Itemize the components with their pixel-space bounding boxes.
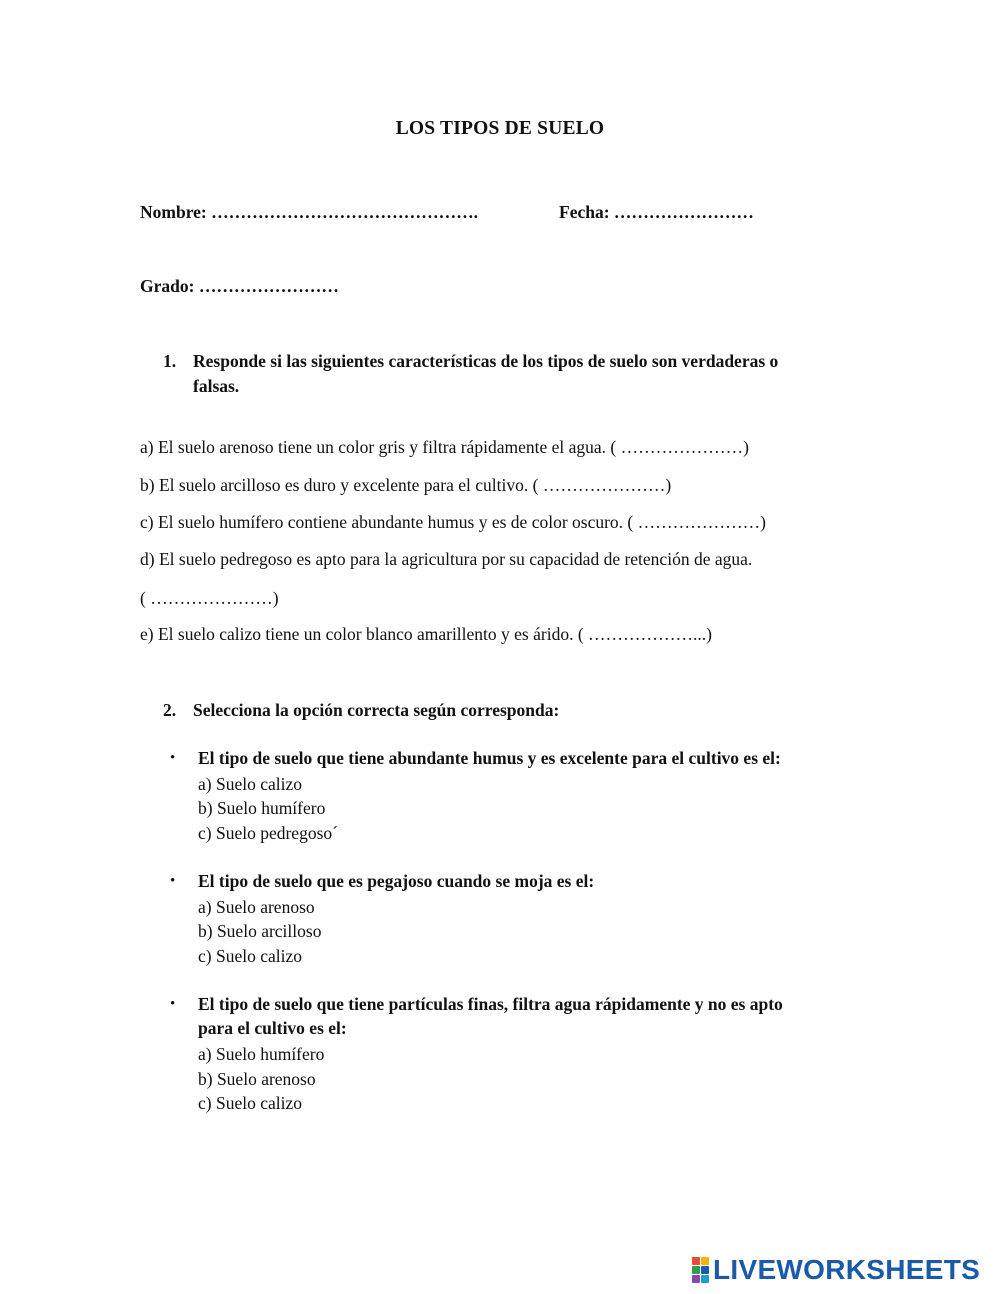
fecha-blank[interactable]: …………………… bbox=[613, 202, 754, 222]
q2-sub2-option-c[interactable]: c) Suelo calizo bbox=[198, 946, 302, 966]
logo-mark-square bbox=[692, 1266, 700, 1274]
q1-text-line1: Responde si las siguientes características de los tipos de suelo son verdaderas o bbox=[193, 351, 779, 371]
liveworksheets-logo-mark-icon bbox=[692, 1257, 709, 1283]
grado-blank[interactable]: …………………… bbox=[198, 276, 339, 296]
q2-sub3-question-line2: para el cultivo es el: bbox=[198, 1018, 347, 1038]
logo-mark-square bbox=[701, 1266, 709, 1274]
q2-number: 2. bbox=[163, 700, 177, 720]
bullet-icon: • bbox=[170, 873, 176, 889]
q1-item-d-blank[interactable]: ( …………………) bbox=[140, 588, 279, 608]
logo-mark-square bbox=[701, 1257, 709, 1265]
q2-sub2-question: El tipo de suelo que es pegajoso cuando se moja es el: bbox=[198, 871, 595, 891]
q2-sub3-option-b[interactable]: b) Suelo arenoso bbox=[198, 1069, 316, 1089]
q2-sub1-option-b[interactable]: b) Suelo humífero bbox=[198, 798, 326, 818]
q2-sub3-option-c[interactable]: c) Suelo calizo bbox=[198, 1093, 302, 1113]
grado-field[interactable] bbox=[140, 276, 339, 297]
fecha-field[interactable] bbox=[559, 202, 754, 223]
q2-sub2-option-a[interactable]: a) Suelo arenoso bbox=[198, 897, 315, 917]
q2-sub3-option-a[interactable]: a) Suelo humífero bbox=[198, 1044, 325, 1064]
q1-item-a[interactable]: a) El suelo arenoso tiene un color gris y filtra rápidamente el agua. ( …………………) bbox=[140, 437, 749, 457]
bullet-icon: • bbox=[170, 750, 176, 766]
nombre-label: Nombre: bbox=[140, 202, 207, 222]
q1-item-e[interactable]: e) El suelo calizo tiene un color blanco amarillento y es árido. ( ………………...) bbox=[140, 624, 712, 644]
q2-sub3-question-line1: El tipo de suelo que tiene partículas finas, filtra agua rápidamente y no es apto bbox=[198, 994, 783, 1014]
q2-text: Selecciona la opción correcta según corresponda: bbox=[193, 700, 560, 720]
liveworksheets-logo-text: LIVEWORKSHEETS bbox=[713, 1254, 981, 1285]
logo-mark-square bbox=[692, 1257, 700, 1265]
q2-sub2-option-b[interactable]: b) Suelo arcilloso bbox=[198, 921, 322, 941]
fecha-label: Fecha: bbox=[559, 202, 610, 222]
logo-mark-square bbox=[701, 1275, 709, 1283]
logo-mark-square bbox=[692, 1275, 700, 1283]
nombre-field[interactable] bbox=[140, 202, 478, 223]
q1-number: 1. bbox=[163, 351, 177, 371]
q1-text-line2: falsas. bbox=[193, 376, 240, 396]
q2-sub1-question: El tipo de suelo que tiene abundante humus y es excelente para el cultivo es el: bbox=[198, 748, 781, 768]
liveworksheets-logo bbox=[692, 1254, 980, 1286]
grado-label: Grado: bbox=[140, 276, 195, 296]
worksheet-title: LOS TIPOS DE SUELO bbox=[395, 118, 605, 139]
q1-item-d: d) El suelo pedregoso es apto para la agricultura por su capacidad de retención de agua. bbox=[140, 549, 753, 569]
nombre-blank[interactable]: ………………………………………. bbox=[211, 202, 478, 222]
bullet-icon: • bbox=[170, 996, 176, 1012]
q1-item-b[interactable]: b) El suelo arcilloso es duro y excelente para el cultivo. ( …………………) bbox=[140, 475, 672, 495]
q1-item-c[interactable]: c) El suelo humífero contiene abundante humus y es de color oscuro. ( …………………) bbox=[140, 512, 766, 532]
q2-sub1-option-a[interactable]: a) Suelo calizo bbox=[198, 774, 302, 794]
q2-sub1-option-c[interactable]: c) Suelo pedregoso´ bbox=[198, 823, 338, 843]
